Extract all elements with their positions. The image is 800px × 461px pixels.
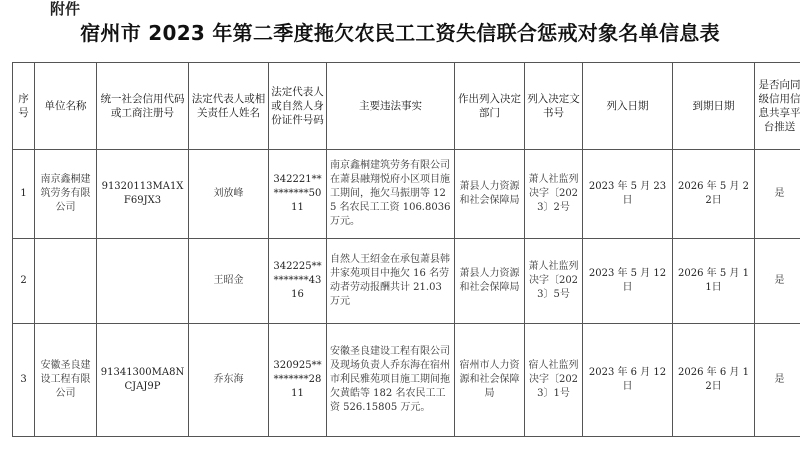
- row-number: 2: [13, 239, 35, 324]
- push-status: 是: [755, 150, 800, 239]
- row-number: 1: [13, 150, 35, 239]
- id-number: 320925*********2811: [269, 324, 327, 437]
- row-number: 3: [13, 324, 35, 437]
- deciding-department: 萧县人力资源和社会保障局: [455, 150, 525, 239]
- column-header: 统一社会信用代码或工商注册号: [97, 63, 189, 150]
- violation-fact: 安徽圣良建设工程有限公司及现场负责人乔东海在宿州市利民雅苑项目施工期间拖欠黄皓等 182 名农民工工资 526.15805 万元。: [327, 324, 455, 437]
- decision-document-number: 萧人社监列决字〔2023〕2号: [525, 150, 583, 239]
- table-row: [13, 150, 800, 239]
- push-status: 是: [755, 324, 800, 437]
- deciding-department: 宿州市人力资源和社会保障局: [455, 324, 525, 437]
- column-header: 单位名称: [35, 63, 97, 150]
- column-header: 作出列入决定部门: [455, 63, 525, 150]
- attachment-label: 附件: [50, 0, 81, 18]
- credit-code: 91341300MA8NCJAJ9P: [97, 324, 189, 437]
- push-status: 是: [755, 239, 800, 324]
- credit-code: 91320113MA1XF69JX3: [97, 150, 189, 239]
- column-header: 主要违法事实: [327, 63, 455, 150]
- table-row: [13, 324, 800, 437]
- listing-date: 2023 年 5 月 12日: [583, 239, 673, 324]
- responsible-person: 乔东海: [189, 324, 269, 437]
- responsible-person: 刘放峰: [189, 150, 269, 239]
- id-number: 342225*********4316: [269, 239, 327, 324]
- expiry-date: 2026 年 5 月 11日: [673, 239, 755, 324]
- company-name: [35, 239, 97, 324]
- column-header: 法定代表人或自然人身份证件号码: [269, 63, 327, 150]
- credit-list-table: [12, 62, 800, 437]
- listing-date: 2023 年 6 月 12日: [583, 324, 673, 437]
- decision-document-number: 萧人社监列决字〔2023〕5号: [525, 239, 583, 324]
- decision-document-number: 宿人社监列决字〔2023〕1号: [525, 324, 583, 437]
- listing-date: 2023 年 5 月 23日: [583, 150, 673, 239]
- credit-code: [97, 239, 189, 324]
- violation-fact: 南京鑫桐建筑劳务有限公司在萧县融翔悦府小区项目施工期间，拖欠马振朋等 125 名农民工工资 106.8036 万元。: [327, 150, 455, 239]
- id-number: 342221*********5011: [269, 150, 327, 239]
- responsible-person: 王昭金: [189, 239, 269, 324]
- column-header: 到期日期: [673, 63, 755, 150]
- expiry-date: 2026 年 5 月 22日: [673, 150, 755, 239]
- table-header-row: [13, 63, 800, 150]
- deciding-department: 萧县人力资源和社会保障局: [455, 239, 525, 324]
- company-name: 南京鑫桐建筑劳务有限公司: [35, 150, 97, 239]
- column-header: 列入日期: [583, 63, 673, 150]
- table-row: [13, 239, 800, 324]
- company-name: 安徽圣良建设工程有限公司: [35, 324, 97, 437]
- column-header: 序号: [13, 63, 35, 150]
- column-header: 法定代表人或相关责任人姓名: [189, 63, 269, 150]
- column-header: 是否向同级信用信息共享平台推送: [755, 63, 800, 150]
- violation-fact: 自然人王绍金在承包萧县韩井家苑项目中拖欠 16 名劳动者劳动报酬共计 21.03 万元: [327, 239, 455, 324]
- expiry-date: 2026 年 6 月 12日: [673, 324, 755, 437]
- page-title: 宿州市 2023 年第二季度拖欠农民工工资失信联合惩戒对象名单信息表: [80, 21, 720, 45]
- column-header: 列入决定文书号: [525, 63, 583, 150]
